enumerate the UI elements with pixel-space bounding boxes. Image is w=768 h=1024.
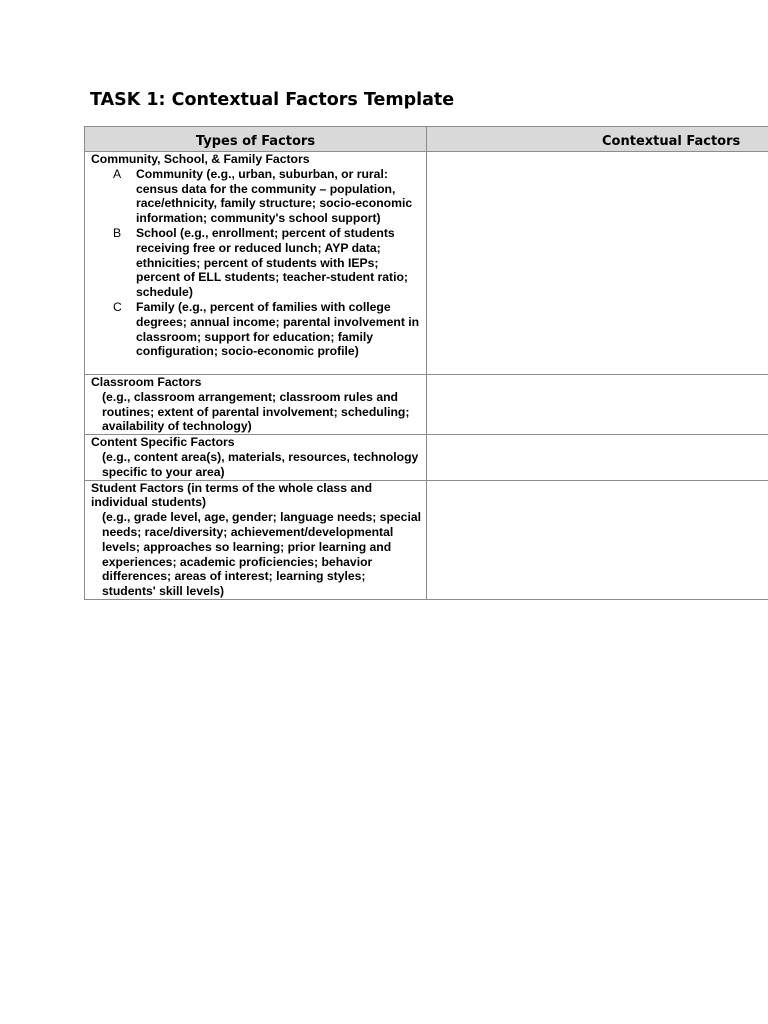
contextual-factors-table [84,126,768,600]
item-text: Community (e.g., urban, suburban, or rural: census data for the community – population, race/ethnicity, family structure; socio-economic information; community's school support) [136,166,413,226]
list-item [91,226,422,300]
item-text: Family (e.g., percent of families with college degrees; annual income; parental involvement in classroom; support for education; family configuration; socio-economic profile) [136,299,420,359]
list-item [91,167,422,226]
factor-description: (e.g., grade level, age, gender; language needs; special needs; race/diversity; achievement/developmental levels; approaches so learning; prior learning and experiences; academic proficiencies; behavior differences; areas of interest; learning styles; students' skill levels) [102,510,422,599]
list-item [91,300,422,359]
item-letter: C [113,299,122,314]
contextual-factor-input-cell[interactable] [427,480,768,599]
factor-description: (e.g., content area(s), materials, resources, technology specific to your area) [102,449,419,479]
factor-title: Community, School, & Family Factors [91,152,310,166]
table-row [85,480,768,599]
contextual-factor-input-cell[interactable] [427,152,768,375]
item-letter: B [113,225,122,240]
table-row [85,435,768,480]
contextual-factor-input-cell[interactable] [427,375,768,435]
factor-type-cell [85,152,427,375]
item-letter: A [113,166,122,181]
item-text: School (e.g., enrollment; percent of students receiving free or reduced lunch; AYP data; ethnicities; percent of students with IEPs; percent of ELL students; teacher-student ratio; schedule) [136,225,408,300]
table-header-row [85,127,768,152]
factor-title: Student Factors (in terms of the whole class and individual students) [91,480,373,510]
factor-type-cell [85,480,427,599]
factor-title: Content Specific Factors [91,435,235,450]
table-row [85,375,768,435]
page-title: TASK 1: Contextual Factors Template [90,90,455,110]
sub-factor-list [91,167,422,359]
table-row [85,152,768,375]
contextual-factor-input-cell[interactable] [427,435,768,480]
factor-title: Classroom Factors [91,375,202,389]
header-types-of-factors: Types of Factors [85,127,427,152]
factor-type-cell [85,375,427,435]
factor-description: (e.g., classroom arrangement; classroom rules and routines; extent of parental involvement; scheduling; availability of technology) [102,389,410,434]
factor-type-cell [85,435,427,480]
header-contextual-factors: Contextual Factors [427,127,768,152]
